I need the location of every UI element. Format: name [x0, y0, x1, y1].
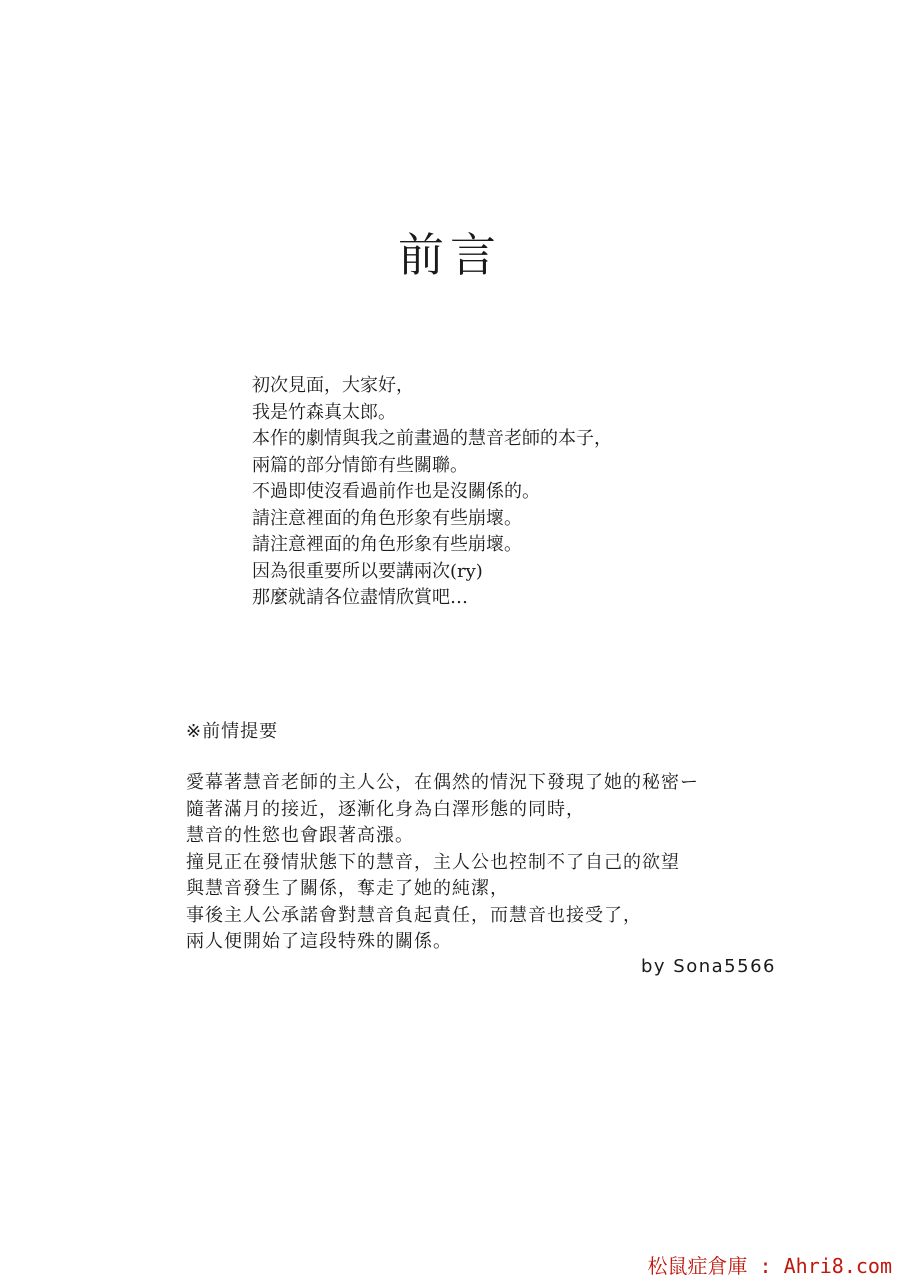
summary-line: 愛幕著慧音老師的主人公，在偶然的情況下發現了她的秘密ー: [186, 772, 699, 793]
summary-heading: ※前情提要: [186, 721, 279, 742]
intro-line: 不過即使沒看過前作也是沒關係的。: [252, 481, 540, 502]
summary-line: 與慧音發生了關係，奪走了她的純潔，: [186, 878, 509, 899]
intro-line: 我是竹森真太郎。: [252, 401, 396, 423]
summary-line: 事後主人公承諾會對慧音負起責任，而慧音也接受了，: [186, 904, 642, 926]
intro-line: 兩篇的部分情節有些關聯。: [252, 454, 468, 476]
author-byline: by Sona5566: [641, 956, 776, 977]
intro-line: 請注意裡面的角色形象有些崩壞。: [252, 534, 522, 555]
intro-line: 本作的劇情與我之前畫過的慧音老師的本子，: [252, 428, 612, 449]
summary-line: 兩人便開始了這段特殊的關係。: [186, 931, 452, 952]
watermark: 松鼠症倉庫 : Ahri8.com: [647, 1254, 892, 1278]
intro-line: 請注意裡面的角色形象有些崩壞。: [252, 507, 522, 529]
intro-line: 初次見面，大家好，: [252, 375, 414, 396]
summary-line: 慧音的性慾也會跟著高漲。: [186, 825, 414, 846]
intro-line: 那麼就請各位盡情欣賞吧…: [252, 587, 468, 608]
summary-line: 隨著滿月的接近，逐漸化身為白澤形態的同時，: [186, 798, 585, 820]
summary-line: 撞見正在發情狀態下的慧音，主人公也控制不了自己的欲望: [186, 851, 680, 873]
page-title: 前言: [398, 228, 502, 282]
summary-paragraph: [186, 770, 826, 956]
intro-line: 因為很重要所以要講兩次(ry): [252, 560, 483, 582]
intro-paragraph: [252, 373, 812, 612]
